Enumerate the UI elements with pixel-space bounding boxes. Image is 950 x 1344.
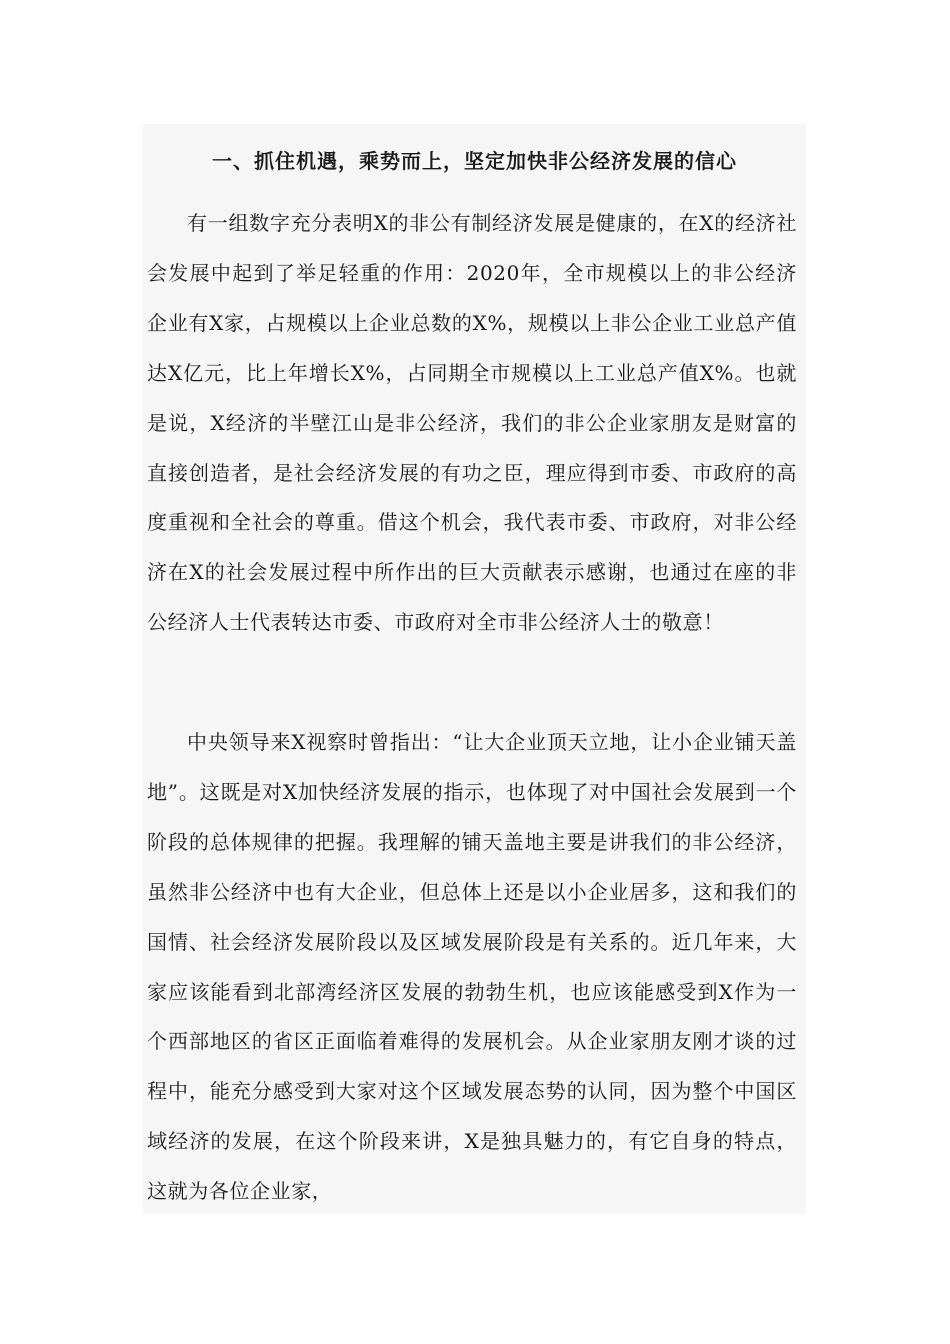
paragraph-2: 中央领导来X视察时曾指出：“让大企业顶天立地，让小企业铺天盖地”。这既是对X加快经济发展的指示，也体现了对中国社会发展到一个阶段的总体规律的把握。我理解的铺天盖地主要是讲我们的非公经济，虽然非公经济中也有大企业，但总体上还是以小企业居多，这和我们的国情、社会经济发展阶段以及区域发展阶段是有关系的。近几年来，大家应该能看到北部湾经济区发展的勃勃生机，也应该能感受到X作为一个西部地区的省区正面临着难得的发展机会。从企业家朋友刚才谈的过程中，能充分感受到大家对这个区域发展态势的认同，因为整个中国区域经济的发展，在这个阶段来讲，X是独具魅力的，有它自身的特点，这就为各位企业家， [147, 730, 797, 1204]
section-heading: 一、抓住机遇，乘势而上，坚定加快非公经济发展的信心 [212, 149, 737, 173]
paragraph-1: 有一组数字充分表明X的非公有制经济发展是健康的，在X的经济社会发展中起到了举足轻重的作用：2020年，全市规模以上的非公经济企业有X家，占规模以上企业总数的X%，规模以上非公企业工业总产值达X亿元，比上年增长X%，占同期全市规模以上工业总产值X%。也就是说，X经济的半壁江山是非公经济，我们的非公企业家朋友是财富的直接创造者，是社会经济发展的有功之臣，理应得到市委、市政府的高度重视和全社会的尊重。借这个机会，我代表市委、市政府，对非公经济在X的社会发展过程中所作出的巨大贡献表示感谢，也通过在座的非公经济人士代表转达市委、市政府对全市非公经济人士的敬意！ [147, 211, 797, 635]
document-page [143, 124, 806, 1214]
